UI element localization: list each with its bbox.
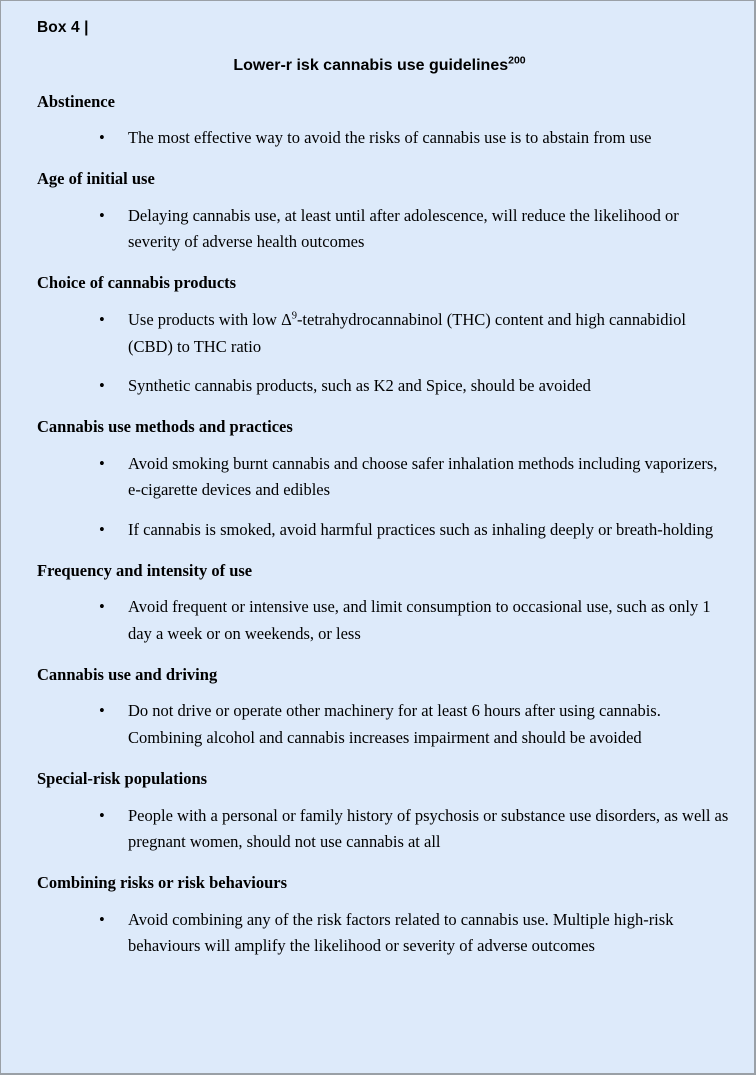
bullet-text: Delaying cannabis use, at least until after adolescence, will reduce the likelihood or severity of adverse health outcomes [128,205,679,252]
bullet-text: Avoid smoking burnt cannabis and choose safer inhalation methods including vaporizers, e-cigarette devices and edibles [128,453,718,500]
bullet-dot-icon: • [99,376,105,396]
bullet-item [37,907,732,960]
bullet-item [37,451,732,504]
bullet-item [37,203,732,256]
bullet-item [37,307,732,360]
section-heading: Choice of cannabis products [37,273,237,293]
bullet-list [37,594,732,647]
guideline-section [37,561,732,648]
bullet-list [37,125,732,152]
bullet-superscript: 9 [291,310,297,322]
bullet-text: Do not drive or operate other machinery for at least 6 hours after using cannabis. Combining alcohol and cannabis increases impairment and should be avoided [128,701,661,748]
bullet-list [37,698,732,751]
bullet-dot-icon: • [99,520,105,540]
bullet-dot-icon: • [99,909,105,929]
bullet-dot-icon: • [99,128,105,148]
box-title-text: Lower-r isk cannabis use guidelines [233,56,509,74]
bullet-text: People with a personal or family history of psychosis or substance use disorders, as well as pregnant women, should not use cannabis at all [128,805,729,852]
guideline-section [37,92,732,152]
bullet-text: The most effective way to avoid the risks of cannabis use is to abstain from use [128,128,652,148]
section-heading: Abstinence [37,91,115,111]
bullet-text: If cannabis is smoked, avoid harmful practices such as inhaling deeply or breath-holding [128,520,714,540]
guideline-section [37,769,732,856]
bullet-text-continued: -tetrahydrocannabinol (THC) content and high cannabidiol (CBD) to THC ratio [128,309,686,356]
bullet-dot-icon: • [99,309,105,329]
guideline-section [37,273,732,400]
bullet-text: Avoid combining any of the risk factors related to cannabis use. Multiple high-risk behaviours will amplify the likelihood or severity of adverse outcomes [128,909,674,956]
bullet-dot-icon: • [99,205,105,225]
guideline-section [37,169,732,256]
section-heading: Cannabis use and driving [37,664,218,684]
guideline-section [37,873,732,960]
section-heading: Combining risks or risk behaviours [37,872,287,892]
bullet-text: Synthetic cannabis products, such as K2 and Spice, should be avoided [128,376,591,396]
section-heading: Frequency and intensity of use [37,560,253,580]
bullet-text: Avoid frequent or intensive use, and limit consumption to occasional use, such as only 1 day a week or on weekends, or less [128,597,711,644]
sections-container [37,92,732,960]
bullet-list [37,307,732,400]
box-title [37,56,732,75]
bullet-text: Use products with low Δ [128,309,292,329]
guideline-section [37,417,732,544]
bullet-item [37,373,732,400]
guideline-section [37,665,732,752]
bullet-list [37,907,732,960]
section-heading: Age of initial use [37,169,155,189]
bullet-list [37,203,732,256]
bullet-item [37,517,732,544]
bullet-item [37,698,732,751]
bullet-item [37,594,732,647]
bullet-item [37,125,732,152]
box-title-superscript: 200 [508,54,526,67]
bullet-list [37,451,732,544]
box-label: Box 4 | [37,19,89,36]
bullet-dot-icon: • [99,701,105,721]
bullet-dot-icon: • [99,805,105,825]
bullet-list [37,803,732,856]
bullet-dot-icon: • [99,453,105,473]
bullet-dot-icon: • [99,597,105,617]
section-heading: Cannabis use methods and practices [37,416,293,436]
bullet-item [37,803,732,856]
section-heading: Special-risk populations [37,768,208,788]
